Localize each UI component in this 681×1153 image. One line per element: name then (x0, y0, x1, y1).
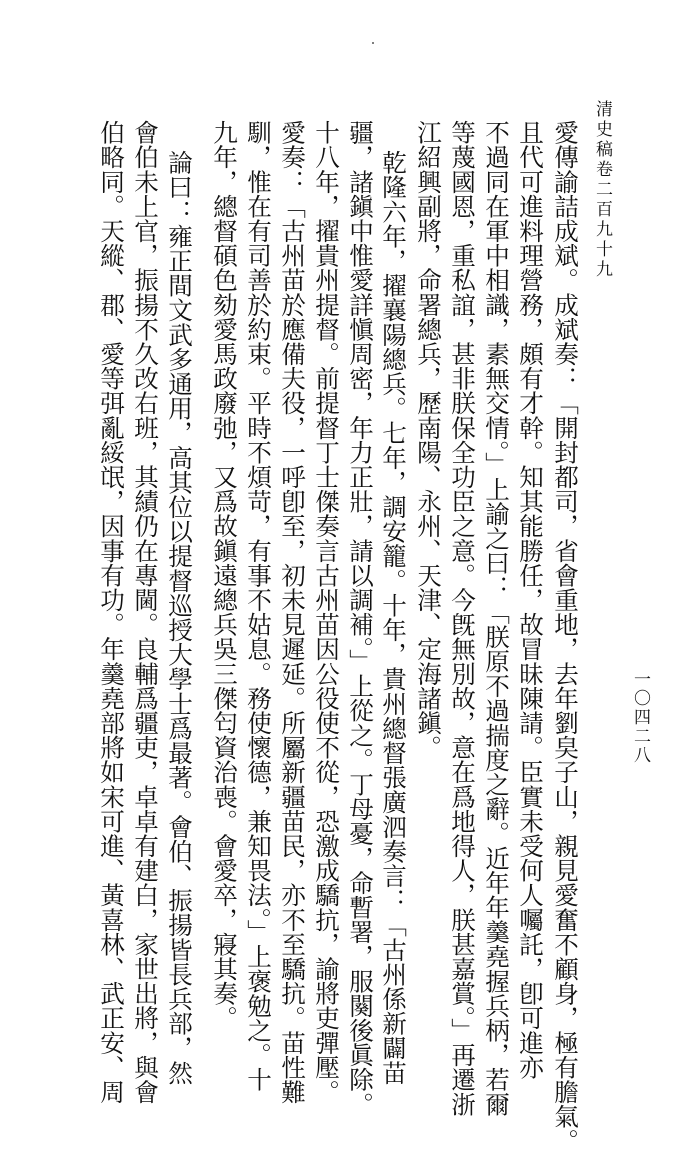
text-column-1: 愛傳諭詰成斌。成斌奏：「開封都司，省會重地，去年劉㚖子山，親見愛奮不顧身，極有膽氣。 (551, 120, 580, 1153)
text-column-12: 論曰：雍正間文武多通用，高其位以提督巡授大學士爲最著。會伯、振揚皆長兵部，然 (165, 150, 194, 1085)
text-column-10: 馴，惟在有司善於約束。平時不煩苛，有事不姑息。務使懷德，兼知畏法。」上褒勉之。十 (244, 120, 273, 1092)
text-column-5: 江紹興副將，命署總兵，歷南陽、永州、天津、定海諸鎭。 (414, 120, 443, 760)
text-column-3: 不過同在軍中相識，素無交情。」上諭之曰：「朕原不過揣度之辭。近年年羹堯握兵柄，若爾 (482, 120, 511, 1117)
text-column-2: 且代可進料理營務，頗有才幹。知其能勝任，故冒昧陳請。臣實未受何人囑託，卽可進亦 (516, 120, 545, 1080)
text-column-8: 十八年，擢貴州提督。前提督丁士傑奏言古州苗因公役使不從，恐激成驕抗，諭將吏彈壓。 (312, 120, 341, 1104)
page-number: 一〇四二八 (630, 670, 650, 765)
text-column-9: 愛奏：「古州苗於應備夫役，一呼卽至，初未見遲延。所屬新疆苗民，亦不至驕抗。苗性難 (278, 120, 307, 1104)
text-column-11: 九年，總督碩色劾愛馬政廢弛，又爲故鎭遠總兵吳三傑匄資治喪。會愛卒，寢其奏。 (210, 120, 239, 1031)
scan-speck (372, 42, 374, 44)
running-head-title: 清史稿卷二百九十九 (592, 100, 612, 280)
text-column-4: 等蔑國恩，重私誼，甚非朕保全功臣之意。今旣無別故，意在爲地得人，朕甚嘉賞。」再遷浙 (448, 120, 477, 1117)
text-column-13: 會伯未上官，振揚不久改右班，其績仍在專閫。良輔爲疆吏，卓卓有建白，家世出將，與會 (131, 120, 160, 1104)
text-column-6: 乾隆六年，擢襄陽總兵。七年，調安籠。十年，貴州總督張廣泗奏言：「古州係新闢苗 (379, 150, 408, 1085)
text-column-7: 疆，諸鎭中惟愛詳愼周密，年力正壯，請以調補。」上從之。丁母憂，命暫署，服闋後眞除。 (346, 120, 375, 1117)
text-column-14: 伯略同。天縱、郡、愛等弭亂綏氓，因事有功。年羹堯部將如宋可進、黃喜林、武正安、周 (97, 120, 126, 1104)
